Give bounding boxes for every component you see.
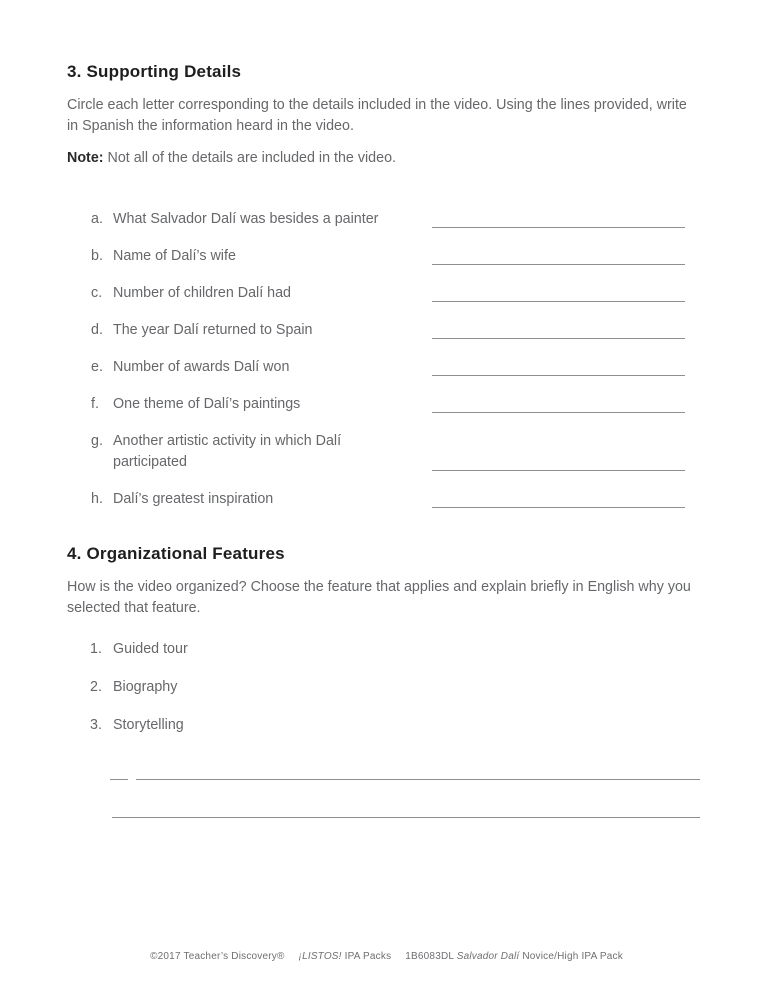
- detail-row-e: [91, 357, 700, 378]
- item-text: One theme of Dalí’s paintings: [113, 396, 301, 412]
- item-letter: g.: [91, 433, 103, 449]
- item-letter: d.: [91, 322, 103, 338]
- item-letter: e.: [91, 359, 103, 375]
- footer-product-code: 1B6083DL: [405, 951, 457, 962]
- writing-line: [432, 375, 685, 376]
- option-number: 3.: [90, 717, 102, 733]
- footer-product: [405, 951, 623, 962]
- option-text: Storytelling: [113, 717, 184, 733]
- item-letter: a.: [91, 211, 103, 227]
- item-letter: b.: [91, 248, 103, 264]
- explanation-writing-area: [67, 764, 700, 818]
- footer-series-name: ¡LISTOS!: [298, 951, 342, 962]
- option-text: Biography: [113, 679, 178, 695]
- selection-blank: [110, 764, 128, 780]
- option-row-3: [90, 715, 700, 736]
- detail-row-c: [91, 283, 700, 304]
- writing-line: [432, 412, 685, 413]
- organizational-features-list: [67, 639, 700, 736]
- item-text: Another artistic activity in which Dalí participated: [113, 433, 342, 470]
- footer-copyright: ©2017 Teacher’s Discovery®: [150, 951, 285, 962]
- item-text: The year Dalí returned to Spain: [113, 322, 313, 338]
- writing-line: [432, 227, 685, 228]
- note-label: Note:: [67, 150, 104, 166]
- footer-product-title: Salvador Dalí: [456, 951, 520, 962]
- item-text: Number of children Dalí had: [113, 285, 292, 301]
- section-4-heading: 4. Organizational Features: [67, 544, 285, 563]
- writing-line: [432, 301, 685, 302]
- detail-row-a: [91, 209, 700, 230]
- writing-line: [432, 264, 685, 265]
- note-text: Not all of the details are included in the video.: [103, 150, 397, 166]
- detail-row-f: [91, 394, 700, 415]
- section-3-note: [67, 148, 700, 169]
- footer-product-suffix: Novice/High IPA Pack: [519, 951, 623, 962]
- answer-line-1: [110, 764, 700, 780]
- writing-line: [432, 338, 685, 339]
- footer-series-rest: IPA Packs: [341, 951, 392, 962]
- section-3-heading: 3. Supporting Details: [67, 62, 242, 81]
- writing-line: [112, 817, 700, 818]
- page-footer: [0, 951, 773, 962]
- item-letter: c.: [91, 285, 103, 301]
- item-letter: h.: [91, 491, 103, 507]
- detail-row-h: [91, 489, 700, 510]
- writing-line: [136, 764, 700, 780]
- detail-row-d: [91, 320, 700, 341]
- option-text: Guided tour: [113, 641, 188, 657]
- item-text: Dalí’s greatest inspiration: [113, 491, 274, 507]
- option-row-1: [90, 639, 700, 660]
- section-3-instructions: Circle each letter corresponding to the details included in the video. Using the lines provided, write in Spanish the information heard in the video.: [67, 97, 687, 134]
- footer-series: [299, 951, 392, 962]
- writing-line: [432, 470, 685, 471]
- detail-row-g: [91, 431, 700, 473]
- item-text: What Salvador Dalí was besides a painter: [113, 211, 379, 227]
- supporting-details-list: [67, 209, 700, 510]
- option-number: 1.: [90, 641, 102, 657]
- option-row-2: [90, 677, 700, 698]
- option-number: 2.: [90, 679, 102, 695]
- section-4-instructions: How is the video organized? Choose the feature that applies and explain briefly in English why you selected that feature.: [67, 579, 691, 616]
- item-letter: f.: [91, 396, 99, 412]
- page-content: [67, 0, 700, 818]
- item-text: Name of Dalí’s wife: [113, 248, 236, 264]
- item-text: Number of awards Dalí won: [113, 359, 290, 375]
- detail-row-b: [91, 246, 700, 267]
- writing-line: [432, 507, 685, 508]
